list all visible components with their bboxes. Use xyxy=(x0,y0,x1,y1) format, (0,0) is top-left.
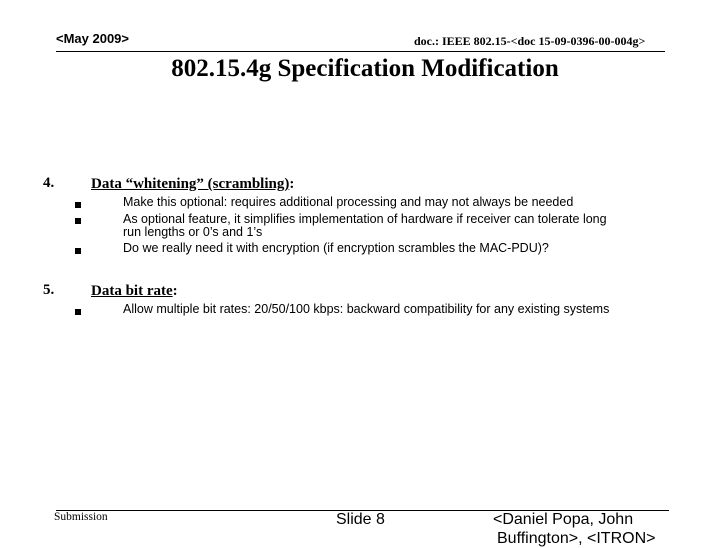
header-date: <May 2009> xyxy=(56,31,130,46)
section-5-heading-colon: : xyxy=(172,283,178,299)
footer-authors: <Daniel Popa, John xyxy=(493,511,634,528)
section-4-bullet-1: Make this optional: requires additional processing and may not always be needed xyxy=(123,195,574,209)
bullet-icon xyxy=(75,248,81,254)
section-4-heading-text: Data “whitening” (scrambling) xyxy=(91,176,290,192)
section-4-bullet-2-continued: run lengths or 0’s and 1’s xyxy=(123,225,263,239)
section-4-bullet-2: As optional feature, it simplifies implementation of hardware if receiver can tolerate long xyxy=(123,212,607,226)
bullet-icon xyxy=(75,309,81,315)
section-5-bullet-1: Allow multiple bit rates: 20/50/100 kbps: backward compatibility for any existing systems xyxy=(123,302,610,316)
section-5-number: 5. xyxy=(43,282,55,298)
header-doc-id: doc.: IEEE 802.15-<doc 15-09-0396-00-004g> xyxy=(414,34,646,48)
footer-authors-continued: Buffington>, <ITRON> xyxy=(497,530,656,547)
slide-title: 802.15.4g Specification Modification xyxy=(171,55,559,82)
section-4-heading-colon: : xyxy=(289,176,295,192)
footer-submission: Submission xyxy=(54,511,108,523)
section-4-heading xyxy=(91,175,294,193)
bullet-icon xyxy=(75,218,81,224)
section-4-bullet-3: Do we really need it with encryption (if encryption scrambles the MAC-PDU)? xyxy=(123,241,549,255)
bullet-icon xyxy=(75,202,81,208)
section-5-heading xyxy=(91,282,178,300)
section-4-number: 4. xyxy=(43,175,55,191)
footer-slide-number: Slide 8 xyxy=(336,511,385,528)
header-divider xyxy=(56,51,665,52)
section-5-heading-text: Data bit rate xyxy=(91,283,173,299)
